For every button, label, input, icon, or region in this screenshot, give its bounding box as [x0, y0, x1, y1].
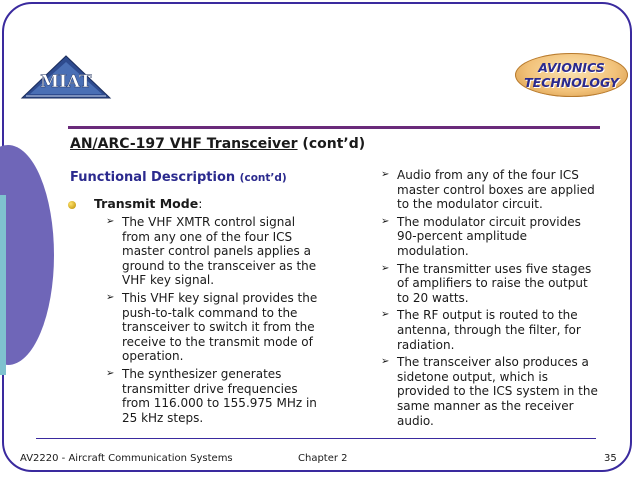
badge-line-2: TECHNOLOGY — [524, 75, 619, 90]
left-accent-bar — [0, 195, 6, 375]
section-subtitle — [70, 170, 287, 185]
list-item — [106, 215, 320, 288]
list-item-text: Audio from any of the four ICS master control boxes are applied to the modulator circuit. — [397, 168, 595, 212]
bullet-dot-icon — [68, 201, 76, 209]
arrow-bullet-icon: ➢ — [381, 309, 390, 321]
list-item — [381, 214, 602, 259]
list-item — [381, 168, 602, 212]
arrow-bullet-icon: ➢ — [106, 367, 115, 379]
list-item — [381, 355, 602, 428]
right-bullet-list — [381, 168, 602, 431]
list-item-text: The synthesizer generates transmitter drive frequencies from 116.000 to 155.975 MHz in 25 kHz steps. — [122, 366, 317, 425]
logo-text: MIAT — [40, 72, 92, 92]
list-item — [106, 366, 320, 425]
list-item-text: The modulator circuit provides 90-percent amplitude modulation. — [397, 214, 581, 258]
arrow-bullet-icon: ➢ — [381, 262, 390, 274]
list-item-text: The VHF XMTR control signal from any one of the four ICS master control panels applies a ground to the transceiver as the VHF key signal. — [122, 215, 317, 288]
arrow-bullet-icon: ➢ — [381, 356, 390, 368]
list-item-text: This VHF key signal provides the push-to-talk command to the transceiver to switch it from the receive to the transmit mode of operation. — [122, 290, 318, 364]
arrow-bullet-icon: ➢ — [381, 215, 390, 227]
arrow-bullet-icon: ➢ — [106, 291, 115, 303]
section-label — [94, 196, 202, 211]
arrow-bullet-icon: ➢ — [106, 216, 115, 227]
section-label-colon: : — [198, 196, 203, 211]
slide-title-suffix: (cont’d) — [297, 136, 366, 152]
arrow-bullet-icon: ➢ — [381, 169, 390, 180]
list-item — [381, 308, 602, 352]
footer-chapter: Chapter 2 — [298, 453, 348, 464]
slide-title-main: AN/ARC-197 VHF Transceiver — [70, 136, 298, 152]
left-bullet-list — [106, 215, 320, 428]
list-item — [381, 261, 602, 306]
subtitle-suffix: (cont’d) — [239, 172, 287, 184]
subtitle-main: Functional Description — [70, 170, 236, 185]
footer-page-number: 35 — [604, 453, 617, 464]
section-label-text: Transmit Mode — [94, 196, 199, 211]
list-item-text: The transceiver also produces a sidetone output, which is provided to the ICS system in the same manner as the receiver audio. — [397, 355, 598, 428]
list-item — [106, 290, 320, 364]
footer-course: AV2220 - Aircraft Communication Systems — [20, 453, 233, 464]
slide-title — [70, 136, 365, 152]
list-item-text: The RF output is routed to the antenna, through the filter, for radiation. — [397, 308, 581, 352]
title-rule — [68, 126, 600, 129]
miat-logo — [20, 54, 112, 100]
list-item-text: The transmitter uses five stages of amplifiers to raise the output to 20 watts. — [397, 261, 592, 305]
footer-divider — [36, 438, 596, 439]
badge-line-1: AVIONICS — [538, 60, 605, 75]
avionics-technology-badge — [515, 53, 628, 97]
